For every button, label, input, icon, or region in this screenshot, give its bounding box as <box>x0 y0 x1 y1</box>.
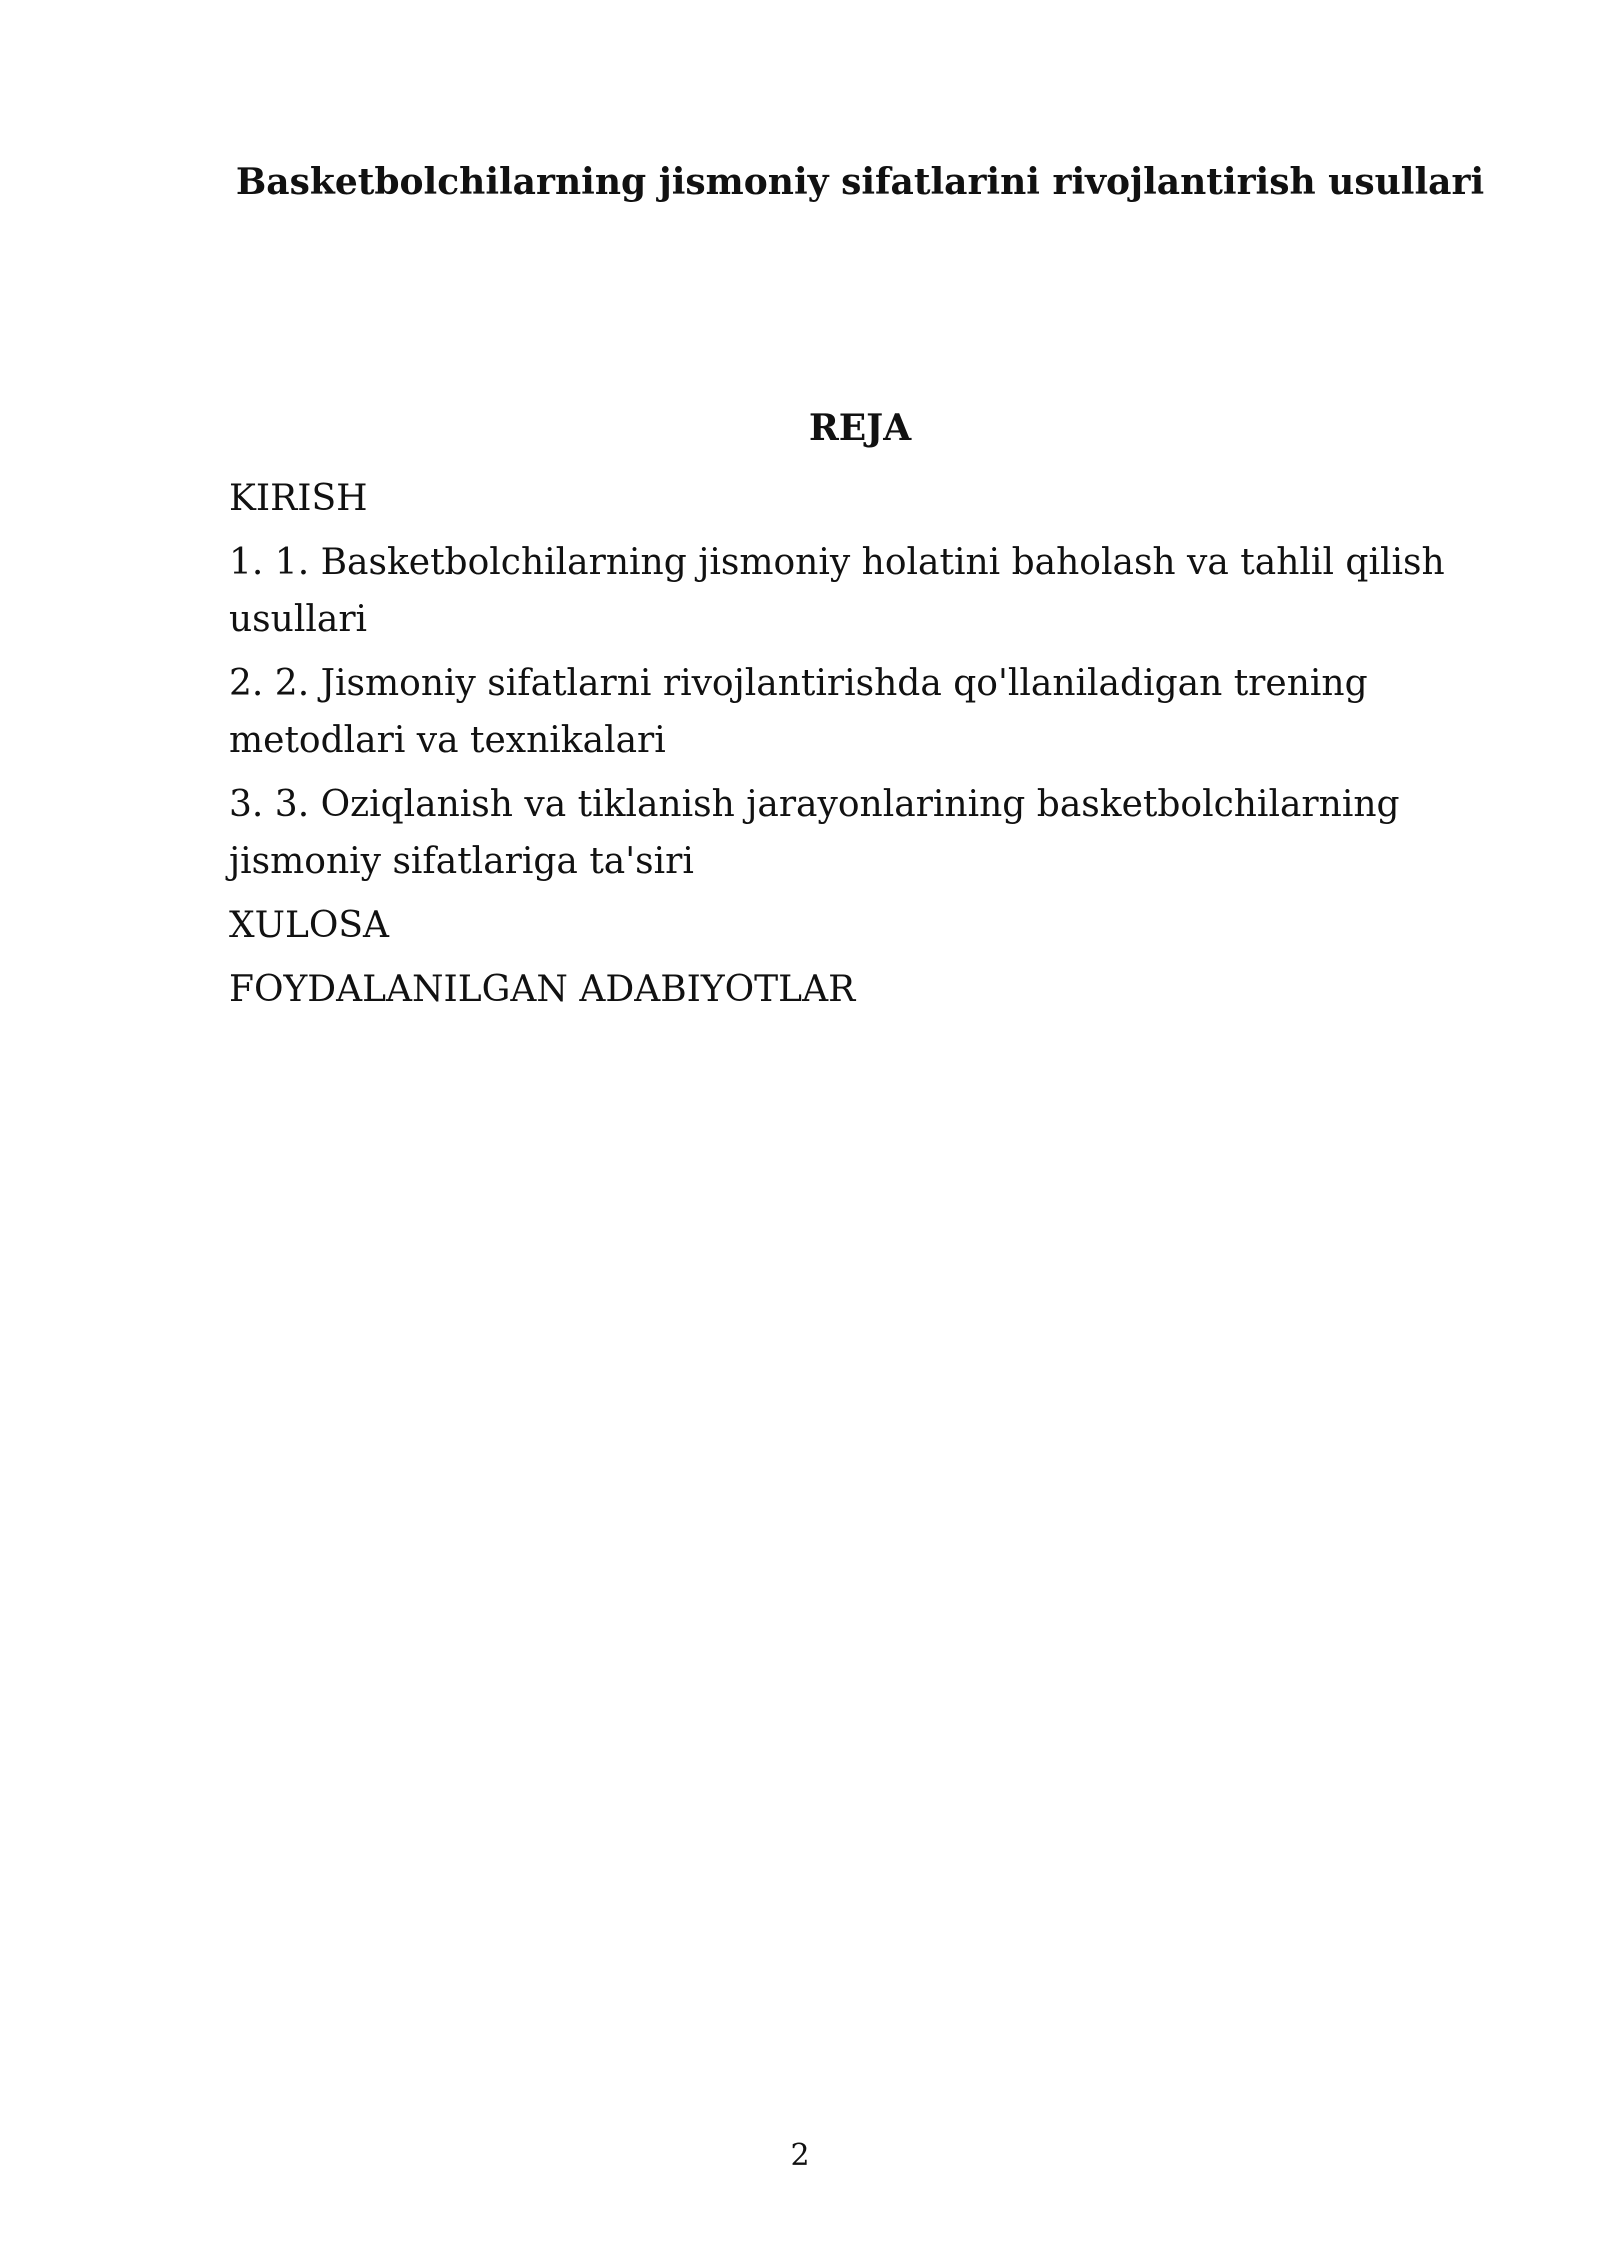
plan-heading: REJA <box>808 407 912 449</box>
toc-item-chapter-2: 2. 2. Jismoniy sifatlarni rivojlantirishda qo'llaniladigan trening metodlari va texnikalari <box>229 663 1368 761</box>
toc-item-references: FOYDALANILGAN ADABIYOTLAR <box>229 969 856 1010</box>
toc-item-introduction: KIRISH <box>229 478 368 519</box>
document-title: Basketbolchilarning jismoniy sifatlarini rivojlantirish usullari <box>235 161 1485 203</box>
page-number: 2 <box>790 2138 810 2173</box>
table-of-contents <box>229 470 1491 1025</box>
toc-item-conclusion: XULOSA <box>229 905 390 946</box>
toc-item-chapter-3: 3. 3. Oziqlanish va tiklanish jarayonlarining basketbolchilarning jismoniy sifatlariga ta'siri <box>229 784 1400 882</box>
toc-item-chapter-1: 1. 1. Basketbolchilarning jismoniy holatini baholash va tahlil qilish usullari <box>229 542 1445 640</box>
